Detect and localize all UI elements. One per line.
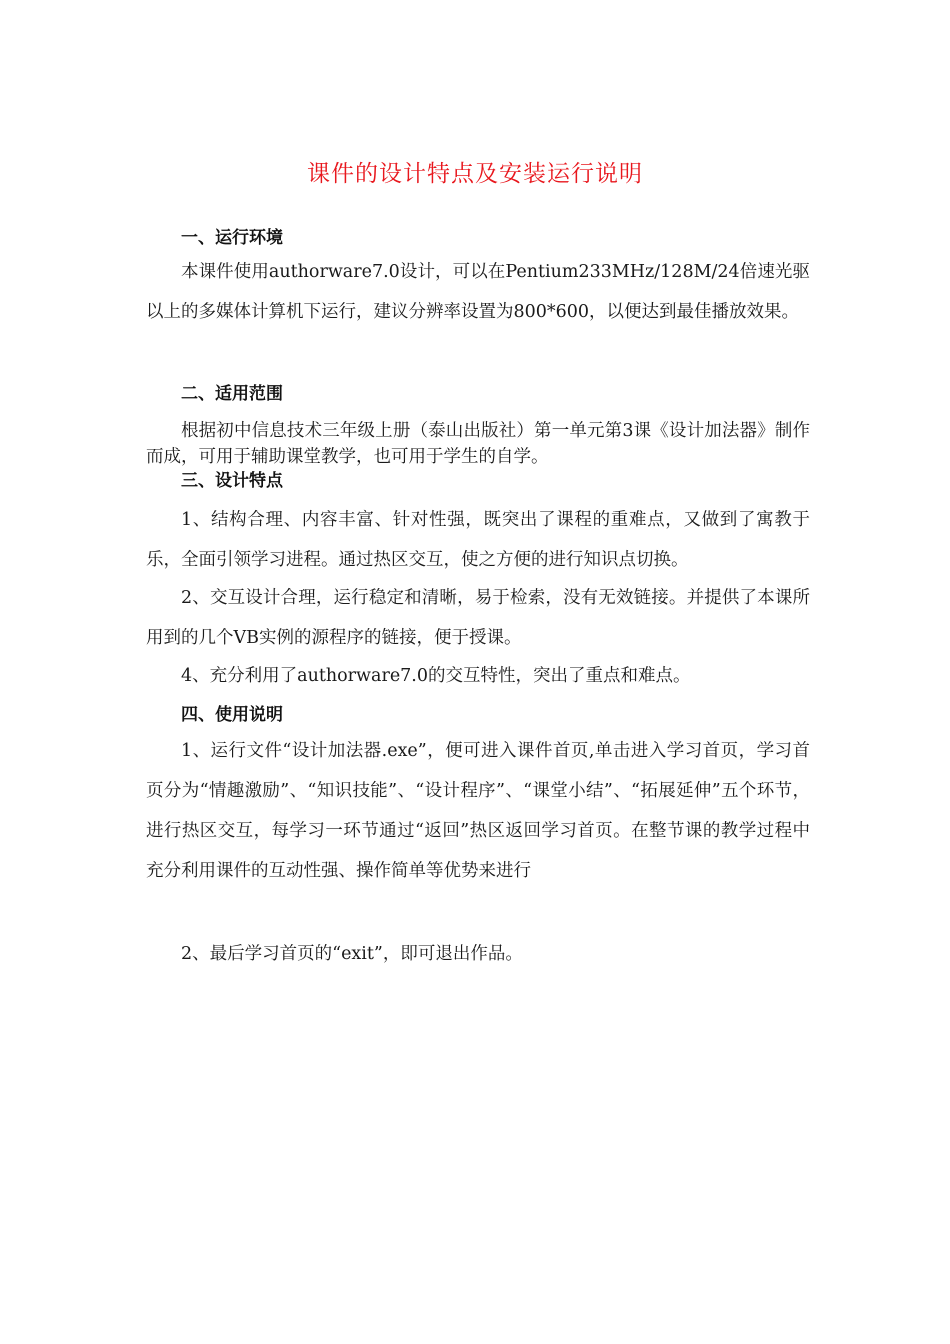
section-heading-features: 三、设计特点 — [181, 471, 283, 491]
paragraph-usage-2: 2、最后学习首页的“exit”，即可退出作品。 — [181, 944, 523, 964]
section-heading-usage: 四、使用说明 — [181, 705, 283, 725]
paragraph-feature-4: 4、充分利用了authorware7.0的交互特性，突出了重点和难点。 — [181, 666, 691, 686]
paragraph-feature-2: 2、交互设计合理，运行稳定和清晰，易于检索，没有无效链接。并提供了本课所用到的几个VB实例的源程序的链接，便于授课。 — [146, 588, 810, 648]
section-heading-scope: 二、适用范围 — [181, 384, 283, 404]
paragraph-environment: 本课件使用authorware7.0设计，可以在Pentium233MHz/128M/24倍速光驱以上的多媒体计算机下运行，建议分辨率设置为800*600，以便达到最佳播放效果。 — [146, 262, 810, 322]
paragraph-feature-1: 1、结构合理、内容丰富、针对性强，既突出了课程的重难点，又做到了寓教于乐，全面引领学习进程。通过热区交互，使之方便的进行知识点切换。 — [146, 510, 810, 570]
paragraph-scope: 根据初中信息技术三年级上册（泰山出版社）第一单元第3课《设计加法器》制作而成，可用于辅助课堂教学，也可用于学生的自学。 — [146, 421, 810, 467]
document-title: 课件的设计特点及安装运行说明 — [307, 161, 643, 187]
paragraph-usage-1: 1、运行文件“设计加法器.exe”，便可进入课件首页,单击进入学习首页，学习首页分为“情趣激励”、“知识技能”、“设计程序”、“课堂小结”、“拓展延伸”五个环节，进行热区交互，每学习一环节通过“返回”热区返回学习首页。在整节课的教学过程中充分利用课件的互动性强、操作简单等优势来进行 — [146, 741, 810, 881]
section-heading-environment: 一、运行环境 — [181, 228, 283, 248]
